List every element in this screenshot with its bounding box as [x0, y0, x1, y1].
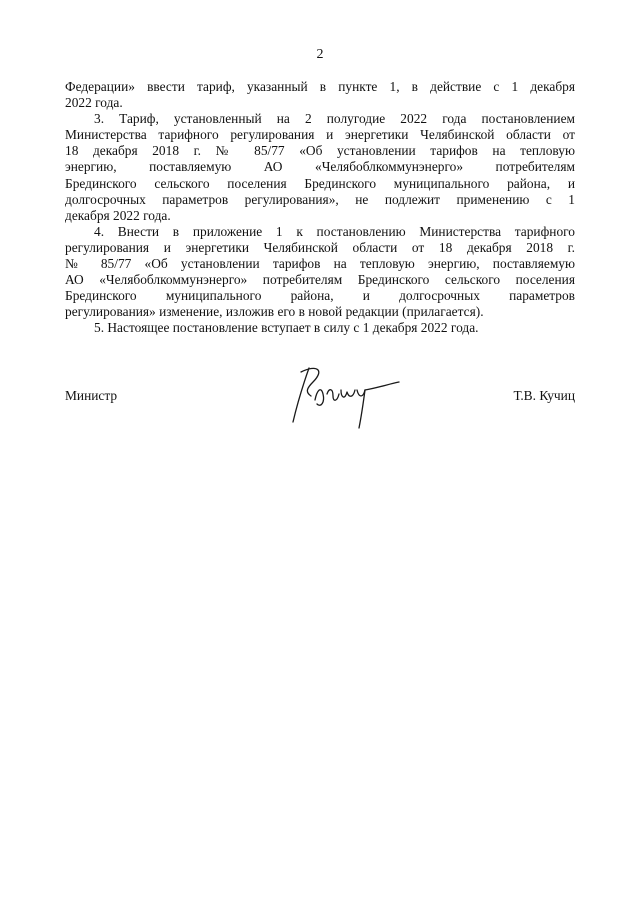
signatory-title: Министр: [65, 388, 118, 403]
paragraph-5: [65, 320, 575, 336]
signatory-name: Т.В. Кучиц: [513, 388, 575, 403]
text-line: Федерации» ввести тариф, указанный в пункте 1, в действие с 1 декабря: [65, 79, 575, 94]
page-number: 2: [316, 47, 324, 62]
text-line: АО «Челябоблкоммунэнерго» потребителям Брединского сельского поселения: [65, 272, 575, 288]
text-line: 2022 года.: [65, 95, 123, 111]
text-line: 4. Внести в приложение 1 к постановлению Министерства тарифного: [94, 223, 575, 239]
text-line: долгосрочных параметров регулирования», не подлежит применению с 1: [65, 191, 575, 207]
text-line: энергию, поставляемую АО «Челябоблкоммунэнерго» потребителям: [65, 159, 575, 175]
text-line: 18 декабря 2018 г. № 85/77 «Об установлении тарифов на тепловую: [65, 143, 575, 159]
text-line: регулирования и энергетики Челябинской области от 18 декабря 2018 г.: [65, 239, 575, 255]
text-line: 3. Тариф, установленный на 2 полугодие 2022 года постановлением: [94, 111, 575, 127]
signature-block: [65, 385, 575, 445]
text-line: декабря 2022 года.: [65, 207, 171, 223]
paragraph-continuation: [65, 79, 575, 111]
document-body: [65, 79, 575, 337]
text-line: Брединского муниципального района, и долгосрочных параметров: [65, 288, 575, 304]
text-line: № 85/77 «Об установлении тарифов на тепловую энергию, поставляемую: [65, 256, 575, 272]
paragraph-4: [65, 224, 575, 321]
paragraph-3: [65, 111, 575, 224]
text-line: Брединского сельского поселения Брединского муниципального района, и: [65, 175, 575, 191]
handwritten-signature: [277, 360, 407, 435]
text-line: Министерства тарифного регулирования и энергетики Челябинской области от: [65, 127, 575, 143]
text-line: регулирования» изменение, изложив его в новой редакции (прилагается).: [65, 304, 484, 320]
text-line: 5. Настоящее постановление вступает в силу с 1 декабря 2022 года.: [94, 320, 479, 336]
